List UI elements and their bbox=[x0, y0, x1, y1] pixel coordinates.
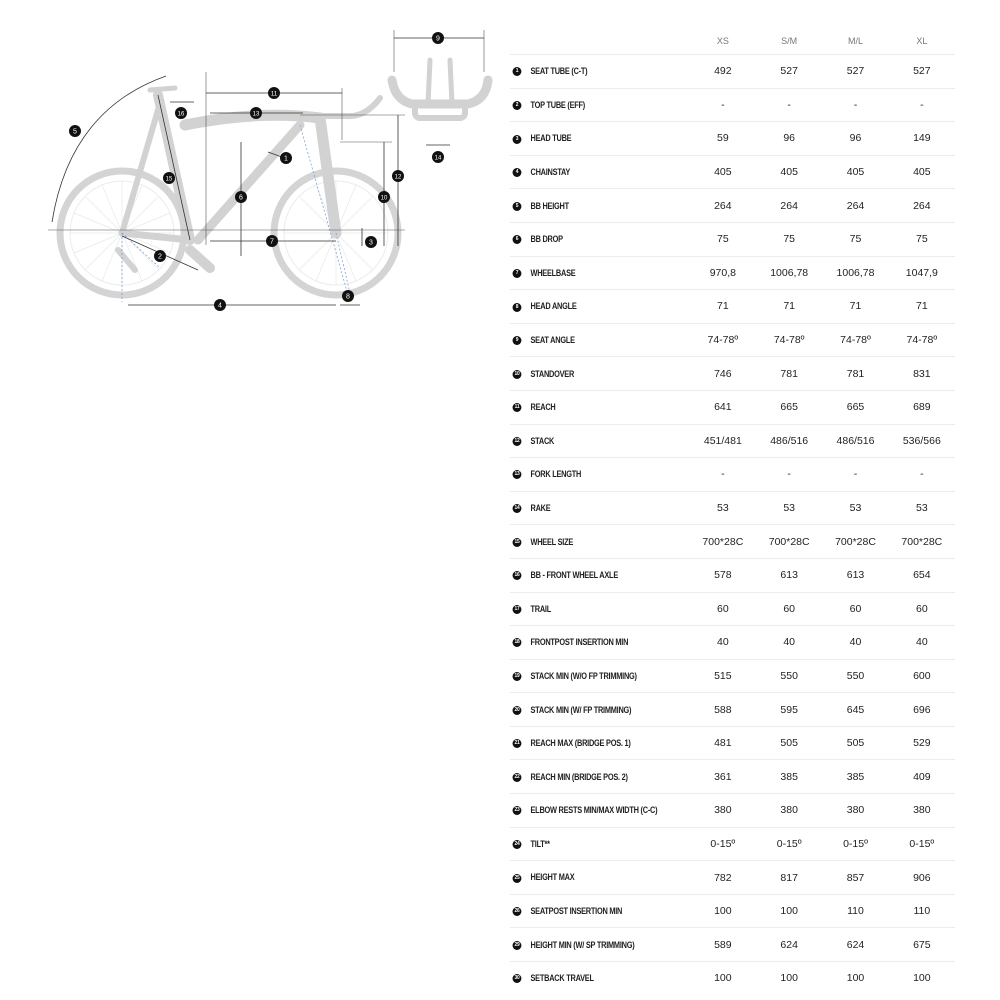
marker-1 bbox=[280, 152, 292, 164]
value-cell: 700*28C bbox=[690, 525, 756, 559]
value-cell: 831 bbox=[889, 357, 955, 391]
row-number-badge: 24 bbox=[514, 841, 520, 848]
value-cell: - bbox=[690, 88, 756, 122]
svg-text:15: 15 bbox=[165, 176, 173, 183]
value-cell: 492 bbox=[690, 55, 756, 89]
size-header: M/L bbox=[848, 36, 864, 46]
value-cell: 96 bbox=[822, 122, 888, 156]
svg-text:8: 8 bbox=[346, 293, 350, 301]
header-blank bbox=[510, 28, 690, 55]
row-label: FORK LENGTH bbox=[530, 469, 582, 480]
table-row bbox=[510, 861, 955, 895]
row-label-cell bbox=[510, 726, 657, 760]
geometry-table-body bbox=[510, 55, 955, 995]
value-cell: 654 bbox=[889, 558, 955, 592]
value-cell: 613 bbox=[756, 558, 822, 592]
value-cell: - bbox=[690, 458, 756, 492]
table-row bbox=[510, 222, 955, 256]
row-number-badge: 7 bbox=[513, 269, 522, 278]
value-cell: 696 bbox=[889, 693, 955, 727]
value-cell: - bbox=[756, 88, 822, 122]
value-cell: 53 bbox=[756, 491, 822, 525]
row-number-badge: 1 bbox=[513, 67, 522, 76]
row-label-cell bbox=[510, 962, 657, 995]
value-cell: 527 bbox=[756, 55, 822, 89]
value-cell: - bbox=[889, 88, 955, 122]
svg-text:4: 4 bbox=[218, 302, 222, 310]
value-cell: 486/516 bbox=[756, 424, 822, 458]
value-cell: 380 bbox=[756, 794, 822, 828]
svg-text:1: 1 bbox=[284, 155, 288, 163]
table-row bbox=[510, 626, 955, 660]
row-number-badge: 11 bbox=[513, 403, 522, 412]
row-label: REACH bbox=[530, 402, 556, 413]
row-number-badge: 8 bbox=[513, 303, 522, 312]
row-number-badge: 20 bbox=[514, 706, 520, 713]
row-label: STACK bbox=[530, 435, 555, 446]
row-label: TRAIL bbox=[530, 603, 551, 614]
row-number-badge: 3 bbox=[513, 135, 522, 144]
table-row bbox=[510, 256, 955, 290]
value-cell: 645 bbox=[822, 693, 888, 727]
row-label-cell bbox=[510, 693, 657, 727]
row-label-cell bbox=[510, 424, 657, 458]
row-label-cell bbox=[510, 290, 657, 324]
value-cell: 60 bbox=[889, 592, 955, 626]
value-cell: 405 bbox=[690, 155, 756, 189]
row-number-badge: 6 bbox=[513, 235, 522, 244]
value-cell: 100 bbox=[756, 962, 822, 995]
table-row bbox=[510, 155, 955, 189]
row-number-badge: 17 bbox=[514, 605, 520, 612]
svg-text:10: 10 bbox=[380, 195, 388, 202]
row-label-cell bbox=[510, 390, 657, 424]
value-cell: 53 bbox=[690, 491, 756, 525]
table-row bbox=[510, 88, 955, 122]
table-row bbox=[510, 491, 955, 525]
value-cell: 1006,78 bbox=[756, 256, 822, 290]
value-cell: 1047,9 bbox=[889, 256, 955, 290]
row-label-cell bbox=[510, 626, 657, 660]
value-cell: 0-15º bbox=[822, 827, 888, 861]
value-cell: 700*28C bbox=[822, 525, 888, 559]
value-cell: 100 bbox=[889, 962, 955, 995]
value-cell: 527 bbox=[822, 55, 888, 89]
size-header: S/M bbox=[781, 36, 798, 46]
row-number-badge: 29 bbox=[514, 941, 520, 948]
marker-16 bbox=[175, 107, 187, 119]
value-cell: 75 bbox=[822, 222, 888, 256]
row-number-badge: 19 bbox=[514, 673, 520, 680]
row-number-badge: 2 bbox=[513, 101, 522, 110]
value-cell: 264 bbox=[690, 189, 756, 223]
value-cell: 613 bbox=[822, 558, 888, 592]
value-cell: 75 bbox=[889, 222, 955, 256]
row-label: HEIGHT MAX bbox=[530, 872, 575, 883]
value-cell: 782 bbox=[690, 861, 756, 895]
row-label-cell bbox=[510, 458, 657, 492]
row-number-badge: 9 bbox=[513, 336, 522, 345]
table-row bbox=[510, 458, 955, 492]
row-label-cell bbox=[510, 592, 657, 626]
row-label: STANDOVER bbox=[530, 368, 575, 379]
value-cell: 595 bbox=[756, 693, 822, 727]
svg-text:14: 14 bbox=[434, 155, 442, 162]
value-cell: 405 bbox=[756, 155, 822, 189]
row-label: TOP TUBE (EFF) bbox=[530, 99, 586, 110]
value-cell: 60 bbox=[822, 592, 888, 626]
row-label-cell bbox=[510, 88, 657, 122]
value-cell: 817 bbox=[756, 861, 822, 895]
svg-text:9: 9 bbox=[436, 35, 440, 43]
value-cell: 781 bbox=[756, 357, 822, 391]
value-cell: 53 bbox=[889, 491, 955, 525]
row-label-cell bbox=[510, 357, 657, 391]
row-label: HEAD TUBE bbox=[530, 133, 572, 144]
svg-text:5: 5 bbox=[73, 128, 77, 136]
row-label: ELBOW RESTS MIN/MAX WIDTH (C-C) bbox=[530, 805, 658, 816]
value-cell: 75 bbox=[690, 222, 756, 256]
table-row bbox=[510, 525, 955, 559]
marker-8 bbox=[342, 290, 354, 302]
row-number-badge: 15 bbox=[514, 538, 520, 545]
value-cell: 550 bbox=[822, 659, 888, 693]
value-cell: 700*28C bbox=[756, 525, 822, 559]
row-label: BB DROP bbox=[530, 234, 563, 245]
value-cell: 96 bbox=[756, 122, 822, 156]
value-cell: 746 bbox=[690, 357, 756, 391]
value-cell: 380 bbox=[690, 794, 756, 828]
value-cell: 74-78º bbox=[822, 323, 888, 357]
value-cell: 505 bbox=[756, 726, 822, 760]
value-cell: 481 bbox=[690, 726, 756, 760]
size-header: XL bbox=[916, 36, 928, 46]
table-row bbox=[510, 962, 955, 995]
row-label-cell bbox=[510, 894, 657, 928]
value-cell: 600 bbox=[889, 659, 955, 693]
row-number-badge: 23 bbox=[514, 807, 520, 814]
marker-9 bbox=[432, 32, 444, 44]
value-cell: 380 bbox=[889, 794, 955, 828]
value-cell: 40 bbox=[889, 626, 955, 660]
value-cell: 53 bbox=[822, 491, 888, 525]
row-label-cell bbox=[510, 861, 657, 895]
row-label: SEAT TUBE (C-T) bbox=[530, 66, 588, 77]
value-cell: 906 bbox=[889, 861, 955, 895]
geometry-table bbox=[510, 28, 955, 995]
row-label: TILT** bbox=[530, 838, 550, 849]
row-label: BB HEIGHT bbox=[530, 200, 569, 211]
value-cell: 405 bbox=[822, 155, 888, 189]
value-cell: 527 bbox=[889, 55, 955, 89]
row-number-badge: 5 bbox=[513, 202, 522, 211]
value-cell: 451/481 bbox=[690, 424, 756, 458]
table-row bbox=[510, 827, 955, 861]
table-row bbox=[510, 558, 955, 592]
value-cell: 689 bbox=[889, 390, 955, 424]
value-cell: 529 bbox=[889, 726, 955, 760]
marker-10 bbox=[378, 191, 390, 203]
value-cell: 409 bbox=[889, 760, 955, 794]
value-cell: 59 bbox=[690, 122, 756, 156]
row-label: SETBACK TRAVEL bbox=[530, 973, 594, 984]
svg-text:2: 2 bbox=[158, 253, 162, 261]
row-number-badge: 21 bbox=[514, 740, 520, 747]
value-cell: 857 bbox=[822, 861, 888, 895]
value-cell: 550 bbox=[756, 659, 822, 693]
value-cell: 74-78º bbox=[889, 323, 955, 357]
value-cell: 110 bbox=[889, 894, 955, 928]
value-cell: 0-15º bbox=[756, 827, 822, 861]
row-number-badge: 26 bbox=[514, 908, 520, 915]
table-row bbox=[510, 760, 955, 794]
row-label: HEAD ANGLE bbox=[530, 301, 577, 312]
value-cell: 60 bbox=[756, 592, 822, 626]
value-cell: 536/566 bbox=[889, 424, 955, 458]
value-cell: 74-78º bbox=[690, 323, 756, 357]
row-label: WHEEL SIZE bbox=[530, 536, 574, 547]
marker-12 bbox=[392, 170, 404, 182]
row-label-cell bbox=[510, 55, 657, 89]
value-cell: 100 bbox=[756, 894, 822, 928]
value-cell: 0-15º bbox=[889, 827, 955, 861]
value-cell: 71 bbox=[889, 290, 955, 324]
value-cell: 405 bbox=[889, 155, 955, 189]
table-row bbox=[510, 424, 955, 458]
value-cell: 264 bbox=[756, 189, 822, 223]
row-number-badge: 22 bbox=[514, 773, 520, 780]
value-cell: 665 bbox=[822, 390, 888, 424]
row-label-cell bbox=[510, 827, 657, 861]
value-cell: 665 bbox=[756, 390, 822, 424]
value-cell: 385 bbox=[756, 760, 822, 794]
marker-11 bbox=[268, 87, 280, 99]
row-label-cell bbox=[510, 189, 657, 223]
value-cell: 578 bbox=[690, 558, 756, 592]
table-row bbox=[510, 693, 955, 727]
marker-15 bbox=[163, 172, 175, 184]
row-number-badge: 16 bbox=[514, 572, 520, 579]
row-number-badge: 18 bbox=[514, 639, 520, 646]
marker-4 bbox=[214, 299, 226, 311]
table-row bbox=[510, 189, 955, 223]
svg-text:6: 6 bbox=[239, 194, 243, 202]
table-row bbox=[510, 390, 955, 424]
row-label-cell bbox=[510, 525, 657, 559]
value-cell: 675 bbox=[889, 928, 955, 962]
table-row bbox=[510, 726, 955, 760]
value-cell: - bbox=[889, 458, 955, 492]
value-cell: 110 bbox=[822, 894, 888, 928]
value-cell: 385 bbox=[822, 760, 888, 794]
value-cell: - bbox=[756, 458, 822, 492]
svg-text:16: 16 bbox=[177, 111, 185, 118]
row-number-badge: 25 bbox=[514, 874, 520, 881]
row-label: CHAINSTAY bbox=[530, 167, 571, 178]
marker-14 bbox=[432, 151, 444, 163]
value-cell: 515 bbox=[690, 659, 756, 693]
table-row bbox=[510, 323, 955, 357]
value-cell: 380 bbox=[822, 794, 888, 828]
row-label: FRONTPOST INSERTION MIN bbox=[530, 637, 629, 648]
marker-5 bbox=[69, 125, 81, 137]
row-label-cell bbox=[510, 558, 657, 592]
row-label: RAKE bbox=[530, 502, 551, 513]
value-cell: 264 bbox=[889, 189, 955, 223]
value-cell: 781 bbox=[822, 357, 888, 391]
value-cell: 71 bbox=[822, 290, 888, 324]
row-label-cell bbox=[510, 794, 657, 828]
table-row bbox=[510, 592, 955, 626]
marker-7 bbox=[266, 235, 278, 247]
svg-text:13: 13 bbox=[252, 111, 260, 118]
value-cell: - bbox=[822, 458, 888, 492]
size-header: XS bbox=[716, 36, 729, 46]
value-cell: 0-15º bbox=[690, 827, 756, 861]
table-row bbox=[510, 894, 955, 928]
marker-6 bbox=[235, 191, 247, 203]
row-number-badge: 14 bbox=[514, 505, 520, 512]
table-row bbox=[510, 928, 955, 962]
value-cell: 505 bbox=[822, 726, 888, 760]
value-cell: 100 bbox=[822, 962, 888, 995]
value-cell: 40 bbox=[690, 626, 756, 660]
row-number-badge: 4 bbox=[513, 168, 522, 177]
row-label-cell bbox=[510, 323, 657, 357]
size-header-row bbox=[510, 28, 955, 55]
row-label: SEATPOST INSERTION MIN bbox=[530, 906, 623, 917]
row-label-cell bbox=[510, 760, 657, 794]
value-cell: 624 bbox=[822, 928, 888, 962]
marker-2 bbox=[154, 250, 166, 262]
row-label-cell bbox=[510, 491, 657, 525]
row-label-cell bbox=[510, 155, 657, 189]
svg-text:11: 11 bbox=[270, 91, 278, 98]
row-label-cell bbox=[510, 256, 657, 290]
row-label: REACH MAX (BRIDGE POS. 1) bbox=[530, 738, 631, 749]
svg-text:12: 12 bbox=[394, 174, 402, 181]
row-label: BB - FRONT WHEEL AXLE bbox=[530, 570, 618, 581]
value-cell: 71 bbox=[690, 290, 756, 324]
table-row bbox=[510, 290, 955, 324]
value-cell: - bbox=[822, 88, 888, 122]
value-cell: 100 bbox=[690, 894, 756, 928]
bike-geometry-diagram bbox=[0, 0, 500, 320]
aerobar-top-view bbox=[392, 60, 488, 118]
row-number-badge: 13 bbox=[514, 471, 520, 478]
table-row bbox=[510, 659, 955, 693]
row-label: HEIGHT MIN (W/ SP TRIMMING) bbox=[530, 939, 635, 950]
marker-3 bbox=[365, 236, 377, 248]
row-number-badge: 10 bbox=[514, 370, 520, 377]
row-label: REACH MIN (BRIDGE POS. 2) bbox=[530, 771, 628, 782]
value-cell: 624 bbox=[756, 928, 822, 962]
value-cell: 75 bbox=[756, 222, 822, 256]
row-label-cell bbox=[510, 222, 657, 256]
value-cell: 970,8 bbox=[690, 256, 756, 290]
row-label: SEAT ANGLE bbox=[530, 334, 575, 345]
table-row bbox=[510, 794, 955, 828]
value-cell: 486/516 bbox=[822, 424, 888, 458]
marker-13 bbox=[250, 107, 262, 119]
row-label-cell bbox=[510, 928, 657, 962]
value-cell: 1006,78 bbox=[822, 256, 888, 290]
row-label: STACK MIN (W/O FP TRIMMING) bbox=[530, 670, 637, 681]
svg-text:7: 7 bbox=[270, 238, 274, 246]
value-cell: 700*28C bbox=[889, 525, 955, 559]
svg-text:3: 3 bbox=[369, 239, 373, 247]
row-label-cell bbox=[510, 122, 657, 156]
row-label: WHEELBASE bbox=[530, 267, 576, 278]
value-cell: 588 bbox=[690, 693, 756, 727]
row-label-cell bbox=[510, 659, 657, 693]
table-row bbox=[510, 122, 955, 156]
value-cell: 589 bbox=[690, 928, 756, 962]
value-cell: 264 bbox=[822, 189, 888, 223]
value-cell: 74-78º bbox=[756, 323, 822, 357]
value-cell: 40 bbox=[756, 626, 822, 660]
value-cell: 149 bbox=[889, 122, 955, 156]
value-cell: 100 bbox=[690, 962, 756, 995]
table-row bbox=[510, 55, 955, 89]
row-number-badge: 12 bbox=[514, 437, 520, 444]
table-row bbox=[510, 357, 955, 391]
value-cell: 60 bbox=[690, 592, 756, 626]
row-number-badge: 30 bbox=[514, 975, 520, 982]
value-cell: 71 bbox=[756, 290, 822, 324]
value-cell: 361 bbox=[690, 760, 756, 794]
value-cell: 641 bbox=[690, 390, 756, 424]
value-cell: 40 bbox=[822, 626, 888, 660]
row-label: STACK MIN (W/ FP TRIMMING) bbox=[530, 704, 632, 715]
